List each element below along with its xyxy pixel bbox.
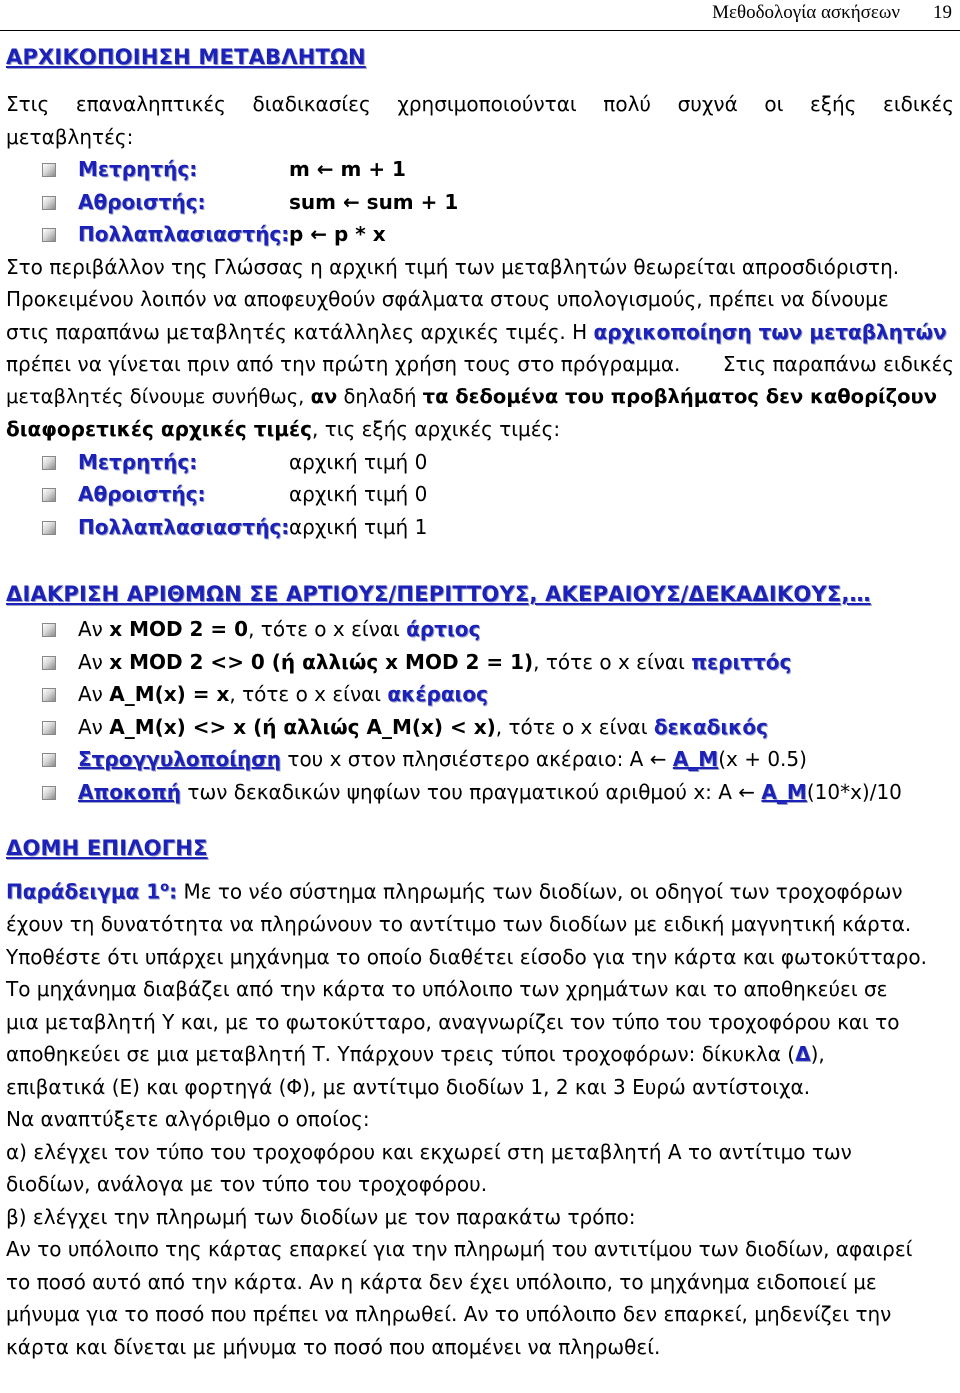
section-heading-number-classification: ΔΙΑΚΡΙΣΗ ΑΡΙΘΜΩΝ ΣΕ ΑΡΤΙΟΥΣ/ΠΕΡΙΤΤΟΥΣ, ΑΚΕΡΑΙΟΥΣ/ΔΕΚΑΔΙΚΟΥΣ,… <box>6 582 871 606</box>
intro-line-2: μεταβλητές: <box>6 124 134 149</box>
paragraph-line: α) ελέγχει τον τύπο του τροχοφόρου και εκχωρεί στη μεταβλητή Α το αντίτιμο των <box>6 1139 852 1164</box>
bold-text: αν <box>310 384 338 408</box>
word: οι <box>764 92 784 116</box>
word: ειδικές <box>883 92 954 116</box>
var-name: Αθροιστής: <box>78 189 206 214</box>
list-item <box>6 613 954 646</box>
emphasis-text: αρχικοποίηση των μεταβλητών <box>593 319 947 344</box>
var-name: Πολλαπλασιαστής: <box>78 222 290 246</box>
text: , τότε ο x είναι <box>495 714 654 739</box>
emphasis-text: περιττός <box>691 649 792 674</box>
page-content <box>6 34 954 1363</box>
paragraph-line <box>6 872 954 908</box>
list-item <box>6 153 954 186</box>
section-heading-initialization: ΑΡΧΙΚΟΠΟΙΗΣΗ ΜΕΤΑΒΛΗΤΩΝ <box>6 45 366 69</box>
var-name: Πολλαπλασιαστής: <box>78 514 290 539</box>
paragraph-line: έχουν τη δυνατότητα να πληρώνουν το αντίτιμο των διοδίων με ειδική μαγνητική κάρτα. <box>6 912 912 937</box>
list-item <box>6 776 954 809</box>
emphasis-text: Στρογγυλοποίηση <box>78 747 282 771</box>
text: του x στον πλησιέστερο ακέραιο: A ← <box>281 747 673 771</box>
bullet-icon <box>42 623 56 637</box>
bold-text: διαφορετικές αρχικές τιμές <box>6 417 312 441</box>
paragraph-line: μια μεταβλητή Υ και, με το φωτοκύτταρο, αναγνωρίζει τον τύπο του τροχοφόρου και το <box>6 1009 900 1034</box>
header-title: Μεθοδολογία ασκήσεων <box>712 2 900 23</box>
function-name: A_M <box>672 747 719 771</box>
bold-text: A_M(x) <> x (ή αλλιώς A_M(x) < x) <box>109 714 496 739</box>
paragraph-line: το ποσό αυτό από την κάρτα. Αν η κάρτα δεν έχει υπόλοιπο, το μηχάνημα ειδοποιεί με <box>6 1269 877 1294</box>
list-item <box>6 218 954 251</box>
intro-line-1 <box>6 88 954 121</box>
bullet-icon <box>42 688 56 702</box>
paragraph-line: επιβατικά (Ε) και φορτηγά (Φ), με αντίτιμο διοδίων 1, 2 και 3 Ευρώ αντίστοιχα. <box>6 1074 811 1099</box>
paragraph-line <box>6 381 954 414</box>
example-colon: : <box>169 879 178 904</box>
example-superscript: ο <box>160 880 170 895</box>
init-value: αρχική τιμή 1 <box>289 514 428 539</box>
paragraph-line: κάρτα και δίνεται με μήνυμα το ποσό που απομένει να πληρωθεί. <box>6 1334 661 1359</box>
emphasis-text: Αποκοπή <box>78 779 182 804</box>
bullet-icon <box>42 456 56 470</box>
text: , τότε ο x είναι <box>229 682 388 706</box>
emphasis-text: ακέραιος <box>387 682 488 706</box>
text: αποθηκεύει σε μια μεταβλητή Τ. Υπάρχουν τρεις τύποι τροχοφόρων: δίκυκλα ( <box>6 1042 796 1067</box>
var-name: Μετρητής: <box>78 449 198 474</box>
paragraph-line: Υποθέστε ότι υπάρχει μηχάνημα το οποίο διαθέτει είσοδο για την κάρτα και φωτοκύτταρο. <box>6 944 927 969</box>
paragraph-line: Αν το υπόλοιπο της κάρτας επαρκεί για την πληρωμή του αντιτίμου των διοδίων, αφαιρεί <box>6 1237 913 1262</box>
paragraph-line <box>6 413 954 446</box>
paragraph-line: Στο περιβάλλον της Γλώσσας η αρχική τιμή των μεταβλητών θεωρείται απροσδιόριστη. <box>6 254 900 279</box>
bullet-icon <box>42 488 56 502</box>
bullet-icon <box>42 721 56 735</box>
list-item <box>6 711 954 744</box>
text: Με το νέο σύστημα πληρωμής των διοδίων, οι οδηγοί των τροχοφόρων <box>177 879 903 904</box>
word: εξής <box>810 92 857 116</box>
text: Στις παραπάνω ειδικές <box>722 352 954 376</box>
text: , τότε ο x είναι <box>533 649 692 674</box>
emphasis-text: άρτιος <box>406 617 481 641</box>
example-label: Παράδειγμα 1 <box>6 879 161 904</box>
word: πολύ <box>603 92 651 116</box>
header-rule <box>0 30 960 31</box>
paragraph-line: διοδίων, ανάλογα με τον τύπο του τροχοφόρου. <box>6 1172 488 1197</box>
var-name: Αθροιστής: <box>78 482 206 506</box>
paragraph-line: Προκειμένου λοιπόν να αποφευχθούν σφάλματα στους υπολογισμούς, πρέπει να δίνουμε <box>6 287 889 311</box>
bullet-icon <box>42 521 56 535</box>
bullet-icon <box>42 656 56 670</box>
paragraph-line: μήνυμα για το ποσό που πρέπει να πληρωθεί. Αν το υπόλοιπο δεν επαρκεί, μηδενίζει την <box>6 1302 892 1327</box>
text: Αν <box>78 682 110 706</box>
text: (x + 0.5) <box>718 747 807 771</box>
bold-text: A_M(x) = x <box>109 682 230 706</box>
emphasis-text: Δ <box>795 1042 811 1067</box>
bold-text: x MOD 2 = 0 <box>109 617 249 641</box>
text: των δεκαδικών ψηφίων του πραγματικού αριθμού x: A ← <box>181 779 762 804</box>
bold-text: τα δεδομένα του προβλήματος δεν καθορίζουν <box>422 384 937 408</box>
word: επαναληπτικές <box>75 92 226 116</box>
text: Αν <box>78 714 110 739</box>
list-item <box>6 678 954 711</box>
list-item <box>6 743 954 776</box>
list-item <box>6 478 954 511</box>
list-item <box>6 446 954 479</box>
text: πρέπει να γίνεται πριν από την πρώτη χρήση τους στο πρόγραμμα. <box>6 352 681 376</box>
emphasis-text: δεκαδικός <box>653 714 768 739</box>
paragraph-line: Να αναπτύξετε αλγόριθμο ο οποίος: <box>6 1107 370 1132</box>
init-value: αρχική τιμή 0 <box>289 482 428 506</box>
text: μεταβλητές δίνουμε συνήθως, <box>6 384 311 408</box>
word: συχνά <box>677 92 738 116</box>
list-item <box>6 511 954 544</box>
text: (10*x)/10 <box>806 779 902 804</box>
page-header <box>0 0 960 34</box>
text: ), <box>810 1042 825 1067</box>
word: χρησιμοποιούνται <box>397 92 577 116</box>
section-heading-selection-structure: ΔΟΜΗ ΕΠΙΛΟΓΗΣ <box>6 836 208 860</box>
init-value: αρχική τιμή 0 <box>289 449 428 474</box>
word: Στις <box>6 92 50 116</box>
text: , τότε ο x είναι <box>248 617 407 641</box>
var-expr: m ← m + 1 <box>289 157 406 181</box>
bullet-icon <box>42 163 56 177</box>
page-number: 19 <box>933 2 952 23</box>
word: διαδικασίες <box>252 92 371 116</box>
paragraph-line: Το μηχάνημα διαβάζει από την κάρτα το υπόλοιπο των χρημάτων και το αποθηκεύει σε <box>6 977 888 1002</box>
bullet-icon <box>42 786 56 800</box>
text: στις παραπάνω μεταβλητές κατάλληλες αρχικές τιμές. Η <box>6 319 594 344</box>
bullet-icon <box>42 753 56 767</box>
text: Αν <box>78 617 110 641</box>
bold-text: x MOD 2 <> 0 (ή αλλιώς x MOD 2 = 1) <box>109 649 534 674</box>
var-expr: p ← p * x <box>289 222 386 246</box>
text: Αν <box>78 649 110 674</box>
bullet-icon <box>42 196 56 210</box>
paragraph-line: β) ελέγχει την πληρωμή των διοδίων με τον παρακάτω τρόπο: <box>6 1204 636 1229</box>
list-item <box>6 646 954 679</box>
var-name: Μετρητής: <box>78 157 198 181</box>
text: , τις εξής αρχικές τιμές: <box>312 417 561 441</box>
var-expr: sum ← sum + 1 <box>289 189 459 214</box>
bullet-icon <box>42 228 56 242</box>
paragraph-line <box>6 348 954 381</box>
function-name: A_M <box>761 779 807 804</box>
paragraph-line <box>6 316 954 349</box>
list-item <box>6 186 954 219</box>
text: δηλαδή <box>337 384 423 408</box>
paragraph-line <box>6 1038 954 1071</box>
